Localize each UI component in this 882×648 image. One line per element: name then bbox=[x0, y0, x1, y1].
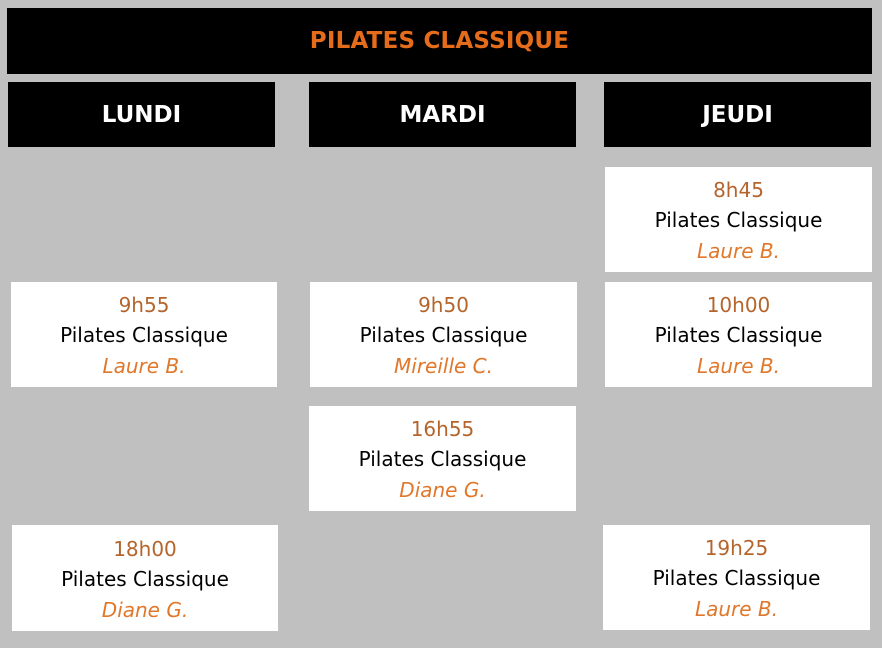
day-header-lundi: LUNDI bbox=[8, 82, 275, 147]
session-time: 8h45 bbox=[713, 178, 764, 202]
day-header-jeudi: JEUDI bbox=[604, 82, 871, 147]
session-teacher: Laure B. bbox=[696, 354, 781, 378]
session-time: 9h55 bbox=[118, 293, 170, 317]
session-card[interactable] bbox=[605, 282, 872, 387]
session-card[interactable] bbox=[11, 282, 277, 387]
session-teacher: Laure B. bbox=[102, 354, 186, 378]
session-class: Pilates Classique bbox=[654, 208, 823, 232]
page-title: PILATES CLASSIQUE bbox=[7, 8, 872, 74]
session-time: 19h25 bbox=[704, 536, 769, 560]
session-teacher: Diane G. bbox=[399, 478, 486, 502]
day-header-mardi: MARDI bbox=[309, 82, 576, 147]
session-card[interactable] bbox=[310, 282, 577, 387]
session-card[interactable] bbox=[12, 525, 278, 631]
session-class: Pilates Classique bbox=[61, 566, 229, 591]
session-card[interactable] bbox=[605, 167, 872, 272]
session-teacher: Diane G. bbox=[101, 597, 189, 622]
session-class: Pilates Classique bbox=[652, 566, 821, 590]
session-time: 10h00 bbox=[706, 293, 771, 317]
session-class: Pilates Classique bbox=[358, 447, 527, 471]
session-class: Pilates Classique bbox=[359, 323, 528, 347]
session-teacher: Laure B. bbox=[694, 597, 779, 621]
session-time: 16h55 bbox=[410, 417, 475, 441]
session-teacher: Mireille C. bbox=[394, 354, 493, 378]
session-card[interactable] bbox=[603, 525, 870, 630]
session-time: 9h50 bbox=[418, 293, 469, 317]
session-teacher: Laure B. bbox=[696, 239, 781, 263]
session-class: Pilates Classique bbox=[60, 323, 228, 347]
session-time: 18h00 bbox=[113, 536, 177, 561]
session-class: Pilates Classique bbox=[654, 323, 823, 347]
session-card[interactable] bbox=[309, 406, 576, 511]
